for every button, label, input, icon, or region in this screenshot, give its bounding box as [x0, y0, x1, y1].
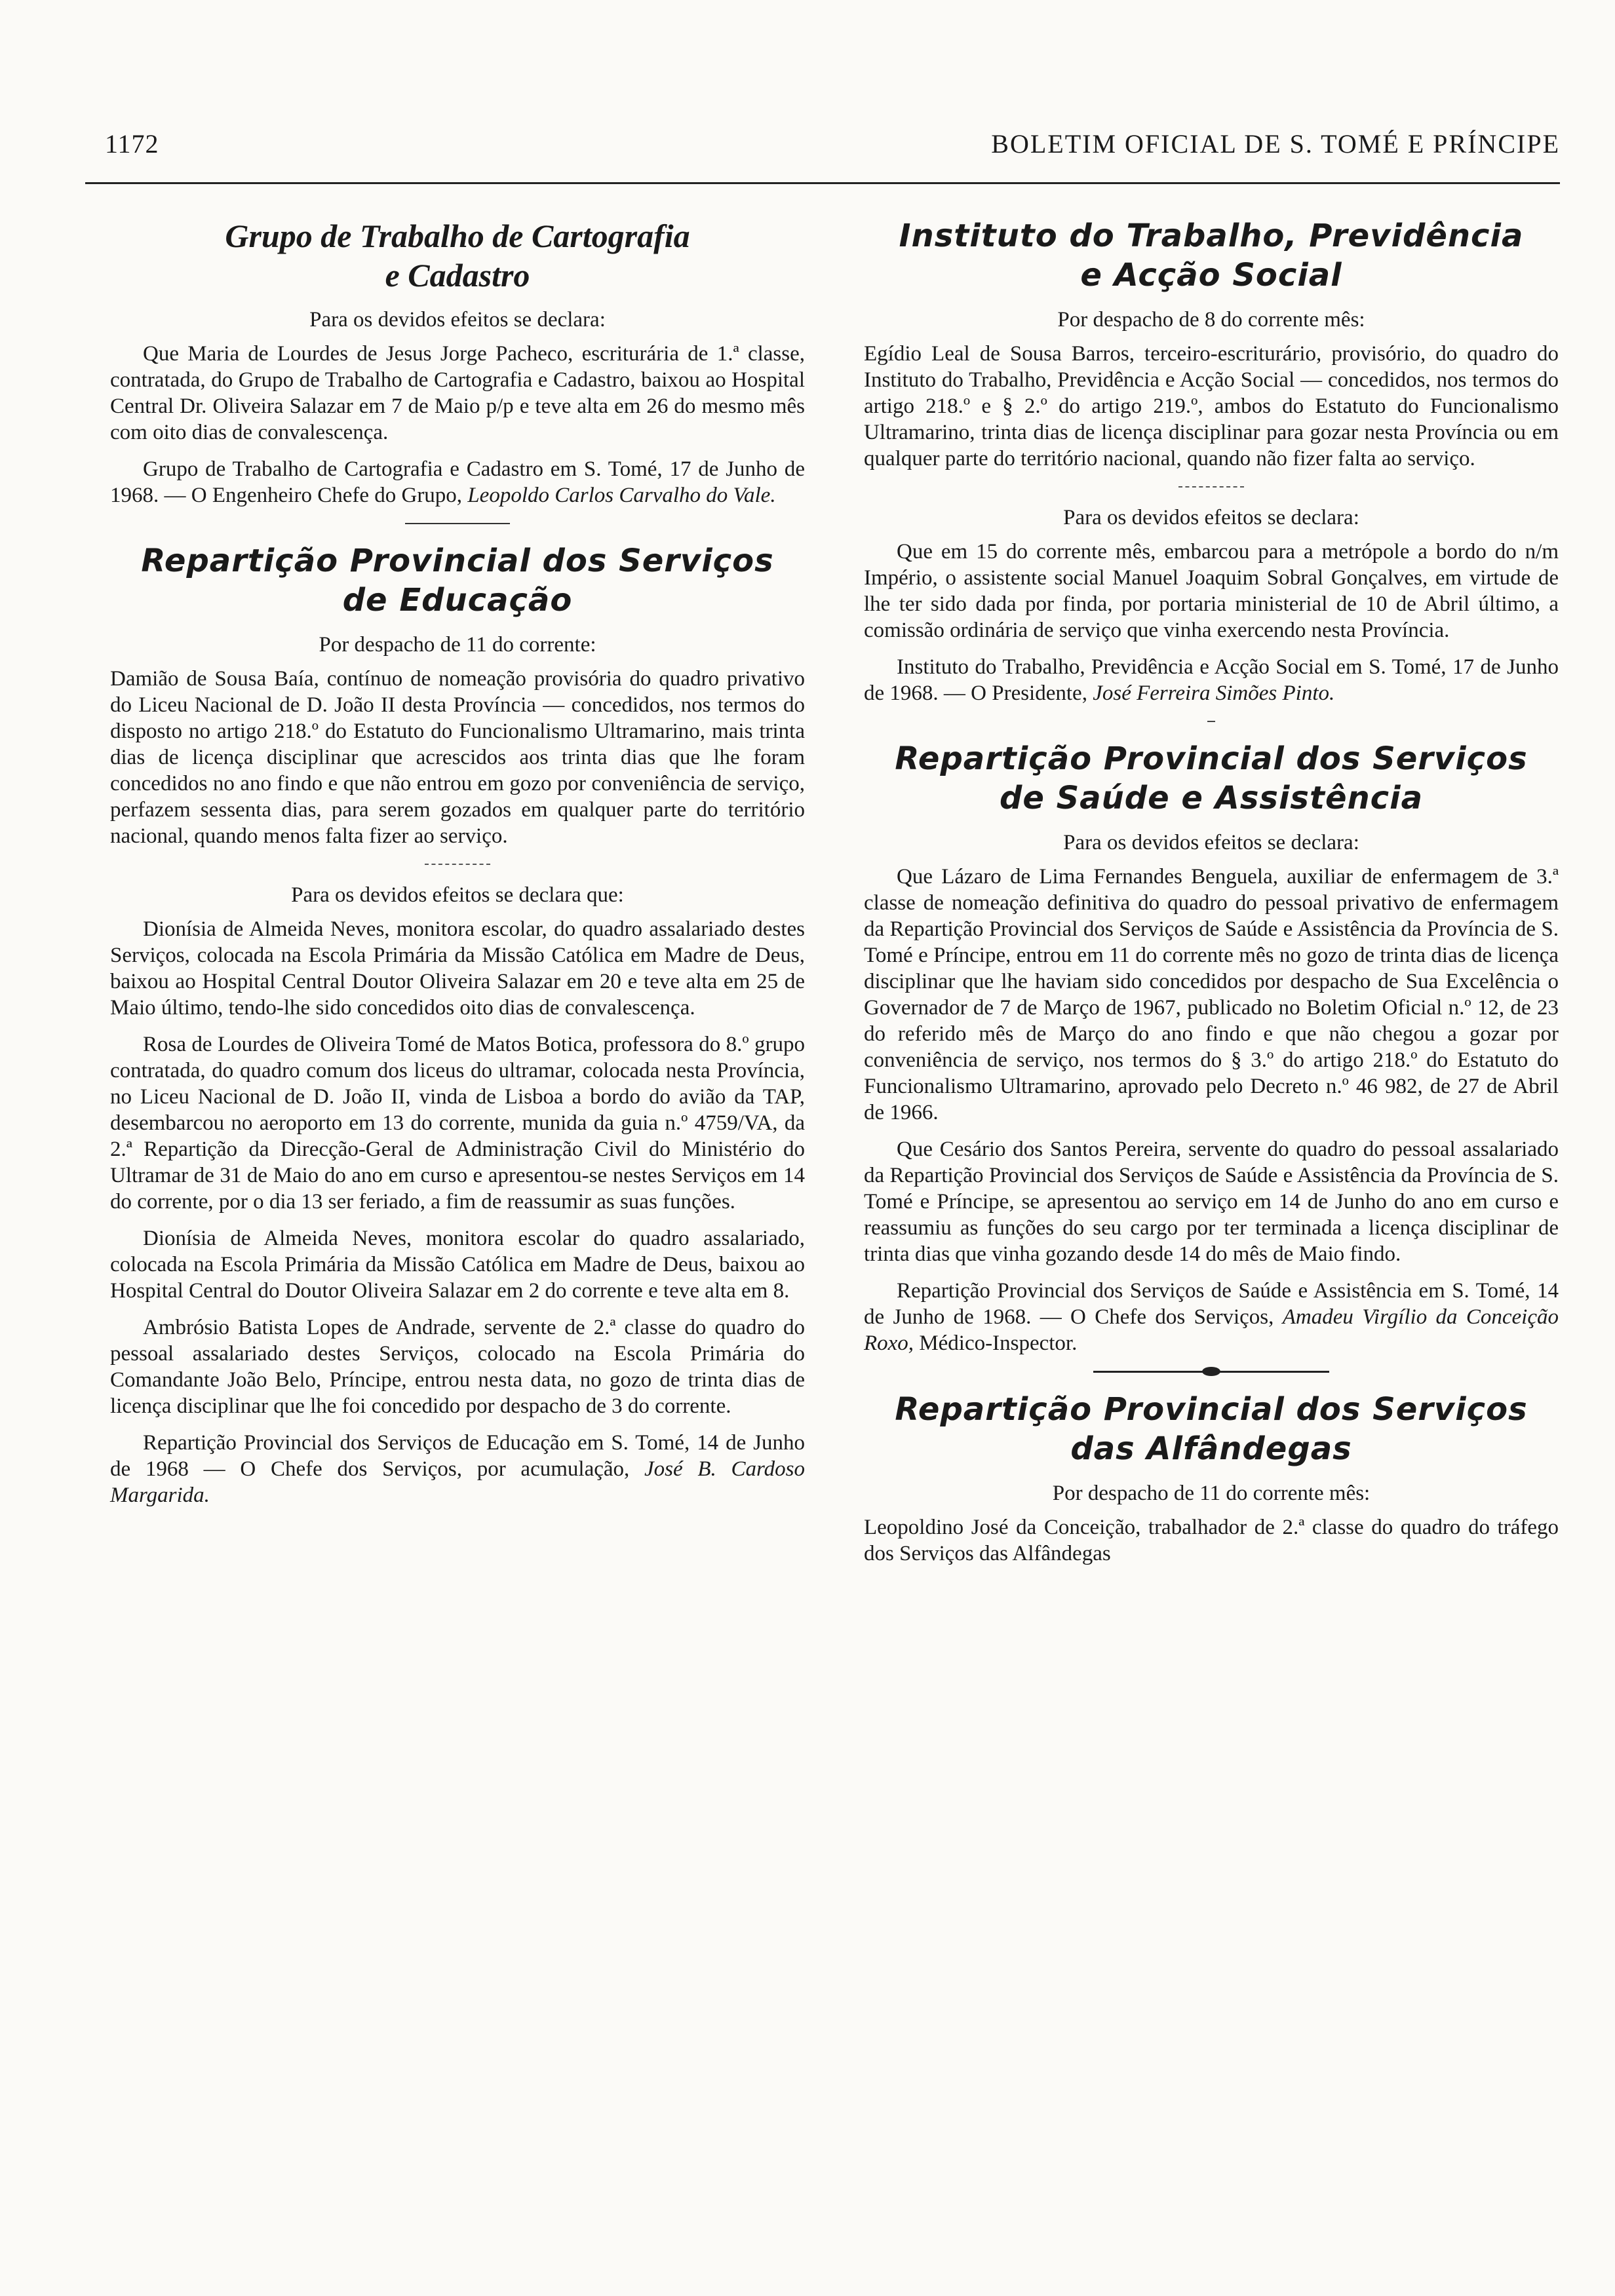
- section-title: Repartição Provincial dos Serviços de Saúde e Assistência: [895, 740, 1528, 816]
- paragraph: Dionísia de Almeida Neves, monitora escolar, do quadro assalariado destes Serviços, colocada na Escola Primária da Missão Católica em Madre de Deus, baixou ao Hospital Central Doutor Oliveira Salazar em 20 e teve alta em 25 de Maio último, tendo-lhe sido concedidos oito dias de convalescença.: [110, 917, 805, 1020]
- paragraph: Que Maria de Lourdes de Jesus Jorge Pacheco, escriturária de 1.ª classe, contratada, do Grupo de Trabalho de Cartografia e Cadastro, baixou ao Hospital Central Dr. Oliveira Salazar em 7 de Maio p/p e teve alta em 26 do mesmo mês com oito dias de convalescença.: [110, 342, 805, 444]
- section-intro: Por despacho de 8 do corrente mês:: [1057, 308, 1365, 332]
- paragraph: Leopoldino José da Conceição, trabalhador de 2.ª classe do quadro do tráfego dos Serviços das Alfândegas: [864, 1516, 1559, 1565]
- section-educacao: [110, 541, 805, 1508]
- signature: José Ferreira Simões Pinto.: [1093, 681, 1335, 705]
- section-intro: Para os devidos efeitos se declara que:: [291, 883, 624, 907]
- paragraph: Damião de Sousa Baía, contínuo de nomeação provisória do quadro privativo do Liceu Nacional de D. João II desta Província — concedidos, nos termos do disposto no artigo 218.º do Estatuto do Funcionalismo Ultramarino, mais trinta dias de licença disciplinar que acrescidos aos trinta dias que lhe foram concedidos no ano findo e que não entrou em gozo por conveniência de serviço, perfazem sessenta dias, para serem gozados em qualquer parte do território nacional, quando menos falta fizer ao serviço.: [110, 667, 805, 848]
- closing-paragraph: Repartição Provincial dos Serviços de Educação em S. Tomé, 14 de Junho de 1968 — O Chefe dos Serviços, por acumulação, José B. Cardoso Margarida.: [110, 1431, 806, 1507]
- section-saude: [864, 739, 1559, 1356]
- section-divider: [1093, 1371, 1329, 1373]
- header-rule: [85, 182, 1560, 184]
- minor-divider: [425, 864, 490, 865]
- signature: Leopoldo Carlos Carvalho do Vale.: [467, 484, 776, 507]
- paragraph: Dionísia de Almeida Neves, monitora escolar do quadro assalariado, colocada na Escola Primária da Missão Católica em Madre de Deus, baixou ao Hospital Central do Doutor Oliveira Salazar em 2 do corrente e teve alta em 8.: [110, 1227, 805, 1303]
- section-intro: Para os devidos efeitos se declara:: [309, 308, 606, 332]
- section-divider: [405, 523, 510, 524]
- section-title: Repartição Provincial dos Serviços das Alfândegas: [895, 1391, 1528, 1467]
- paragraph: Que Lázaro de Lima Fernandes Benguela, auxiliar de enfermagem de 3.ª classe de nomeação definitiva do quadro do pessoal privativo de enfermagem da Repartição Provincial dos Serviços de Saúde e Assistência da Província de S. Tomé e Príncipe, entrou em 11 do corrente mês no gozo de trinta dias de licença disciplinar que lhe haviam sido concedidos por despacho de Sua Excelência o Governador de 7 de Março de 1967, publicado no Boletim Oficial n.º 12, de 23 do referido mês de Março do ano findo e que não chegou a gozar por conveniência de serviço, nos termos do § 3.º do artigo 218.º do Estatuto do Funcionalismo Ultramarino, aprovado pelo Decreto n.º 46 982, de 27 de Abril de 1966.: [864, 865, 1559, 1124]
- section-alfandegas: [864, 1390, 1559, 1567]
- section-title: Repartição Provincial dos Serviços de Educação: [141, 543, 774, 619]
- paragraph: Que Cesário dos Santos Pereira, servente do quadro do pessoal assalariado da Repartição Provincial dos Serviços de Saúde e Assistência da Província de S. Tomé e Príncipe, se apresentou ao serviço em 14 de Junho do ano em curso e reassumiu as funções do seu cargo por ter terminada a licença disciplinar de trinta dias que vinha gozando desde 14 do mês de Maio findo.: [864, 1138, 1559, 1266]
- paragraph: Egídio Leal de Sousa Barros, terceiro-escriturário, provisório, do quadro do Instituto do Trabalho, Previdência e Acção Social — concedidos, nos termos do artigo 218.º e § 2.º do artigo 219.º, ambos do Estatuto do Funcionalismo Ultramarino, trinta dias de licença disciplinar para gozar nesta Província ou em qualquer parte do território nacional, quando não fizer falta ao serviço.: [864, 342, 1559, 470]
- closing-paragraph: Instituto do Trabalho, Previdência e Acção Social em S. Tomé, 17 de Junho de 1968. — O Presidente, José Ferreira Simões Pinto.: [864, 655, 1559, 705]
- section-title: Instituto do Trabalho, Previdência e Acção Social: [899, 218, 1524, 294]
- section-intro: Por despacho de 11 do corrente mês:: [1052, 1482, 1371, 1505]
- paragraph: Ambrósio Batista Lopes de Andrade, servente de 2.ª classe do quadro do pessoal assalariado destes Serviços, colocado na Escola Primária do Comandante João Belo, Príncipe, entrou nesta data, no gozo de trinta dias de licença disciplinar que lhe foi concedido por despacho de 3 do corrente.: [110, 1316, 805, 1418]
- signatory-role: Médico-Inspector.: [919, 1331, 1078, 1355]
- minor-divider: [1178, 486, 1244, 488]
- section-intro: Para os devidos efeitos se declara:: [1063, 506, 1359, 529]
- journal-title: BOLETIM OFICIAL DE S. TOMÉ E PRÍNCIPE: [991, 129, 1560, 159]
- signature: José B. Cardoso Margarida.: [110, 1457, 806, 1507]
- signature: Amadeu Virgílio da Conceição Roxo,: [864, 1305, 1559, 1355]
- section-divider: [1207, 721, 1215, 722]
- paragraph: Que em 15 do corrente mês, embarcou para a metrópole a bordo do n/m Império, o assistente social Manuel Joaquim Sobral Gonçalves, em virtude de lhe ter sido dada por finda, por portaria ministerial de 10 de Abril último, a comissão ordinária de serviço que vinha exercendo nesta Província.: [864, 540, 1559, 642]
- section-intro: Por despacho de 11 do corrente:: [319, 633, 596, 657]
- section-intro: Para os devidos efeitos se declara:: [1063, 831, 1359, 854]
- left-column: [110, 216, 805, 1519]
- closing-paragraph: Grupo de Trabalho de Cartografia e Cadastro em S. Tomé, 17 de Junho de 1968. — O Engenheiro Chefe do Grupo, Leopoldo Carlos Carvalho do Vale.: [110, 457, 805, 507]
- closing-paragraph: Repartição Provincial dos Serviços de Saúde e Assistência em S. Tomé, 14 de Junho de 1968. — O Chefe dos Serviços, Amadeu Virgílio da Conceição Roxo, Médico-Inspector.: [864, 1279, 1559, 1355]
- section-title: Grupo de Trabalho de Cartografia e Cadastro: [225, 218, 690, 294]
- page-header: [105, 128, 1560, 168]
- section-instituto-trabalho: [864, 216, 1559, 706]
- page-number: 1172: [105, 129, 159, 159]
- section-cartografia: [110, 216, 805, 508]
- paragraph: Rosa de Lourdes de Oliveira Tomé de Matos Botica, professora do 8.º grupo contratada, do quadro comum dos liceus do ultramar, colocada nesta Província, no Liceu Nacional de D. João II, vinda de Lisboa a bordo do avião da TAP, desembarcou no aeroporto em 13 do corrente, munida da guia n.º 4759/VA, da 2.ª Repartição da Direcção-Geral de Administração Civil do Ministério do Ultramar de 31 de Maio do ano em curso e apresentou-se nestes Serviços em 14 do corrente, por o dia 13 ser feriado, a fim de reassumir as suas funções.: [110, 1033, 805, 1214]
- right-column: [864, 216, 1559, 1577]
